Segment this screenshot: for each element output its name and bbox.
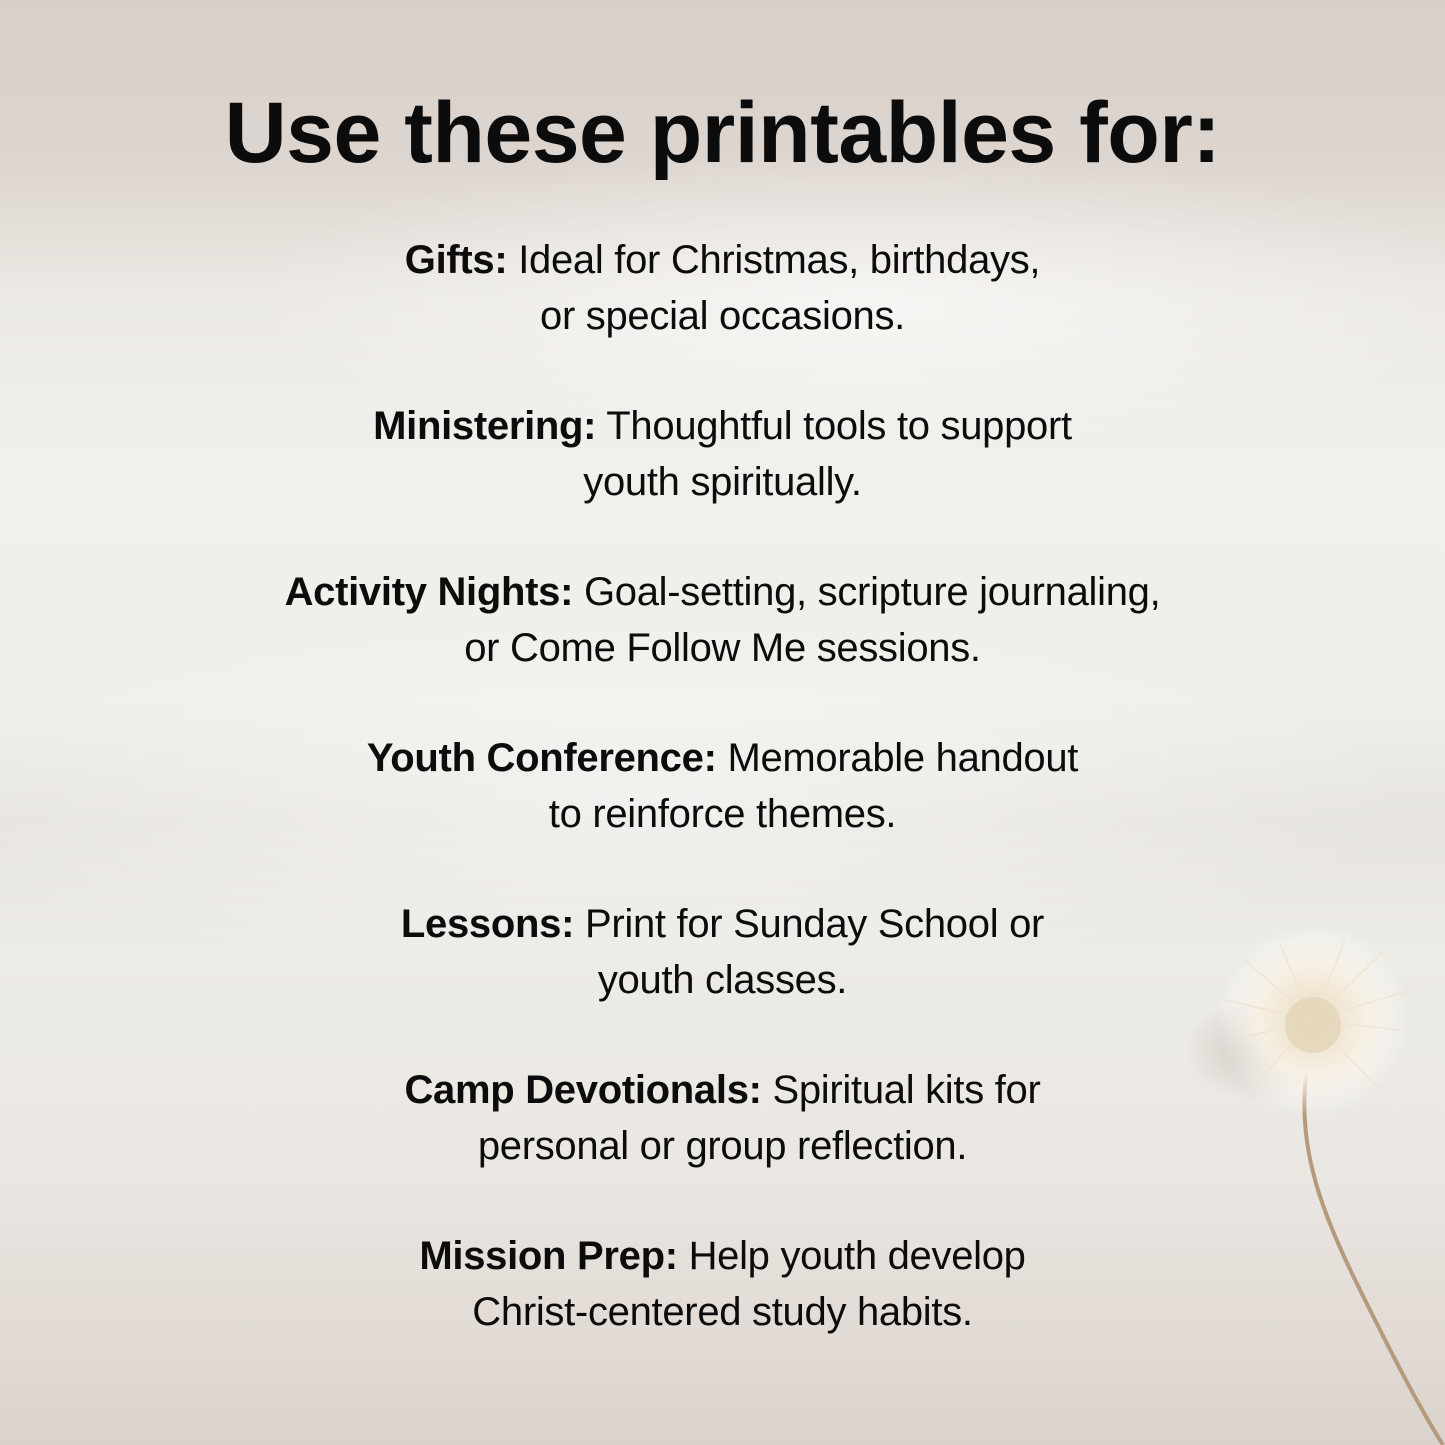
flower-stem	[1304, 1070, 1443, 1445]
page-title: Use these printables for:	[224, 85, 1221, 181]
item-second-line: to reinforce themes.	[548, 792, 897, 836]
list-item	[0, 730, 1445, 842]
item-description: Print for Sunday School or	[584, 902, 1045, 946]
item-first-line	[0, 232, 1445, 288]
item-second-line: or special occasions.	[540, 294, 905, 338]
item-description: Spiritual kits for	[772, 1068, 1041, 1112]
item-second-line: Christ-centered study habits.	[472, 1290, 973, 1334]
list-item	[0, 564, 1445, 676]
item-label: Youth Conference:	[366, 736, 717, 780]
item-first-line	[0, 730, 1445, 786]
item-second-line: personal or group reflection.	[477, 1124, 968, 1168]
list-item	[0, 398, 1445, 510]
item-first-line	[0, 398, 1445, 454]
item-label: Gifts:	[404, 238, 508, 282]
item-label: Camp Devotionals:	[404, 1068, 762, 1112]
item-description: Thoughtful tools to support	[606, 404, 1072, 448]
item-label: Lessons:	[400, 902, 575, 946]
item-second-line: youth classes.	[597, 958, 848, 1002]
item-second-line: or Come Follow Me sessions.	[464, 626, 981, 670]
item-label: Ministering:	[373, 404, 597, 448]
item-description: Memorable handout	[727, 736, 1079, 780]
dandelion-flower-icon	[1185, 920, 1445, 1445]
item-first-line	[0, 564, 1445, 620]
list-item	[0, 232, 1445, 344]
item-second-line: youth spiritually.	[583, 460, 862, 504]
item-description: Ideal for Christmas, birthdays,	[518, 238, 1041, 282]
item-label: Activity Nights:	[284, 570, 574, 614]
item-label: Mission Prep:	[419, 1234, 678, 1278]
item-description: Goal-setting, scripture journaling,	[583, 570, 1161, 614]
item-description: Help youth develop	[688, 1234, 1026, 1278]
